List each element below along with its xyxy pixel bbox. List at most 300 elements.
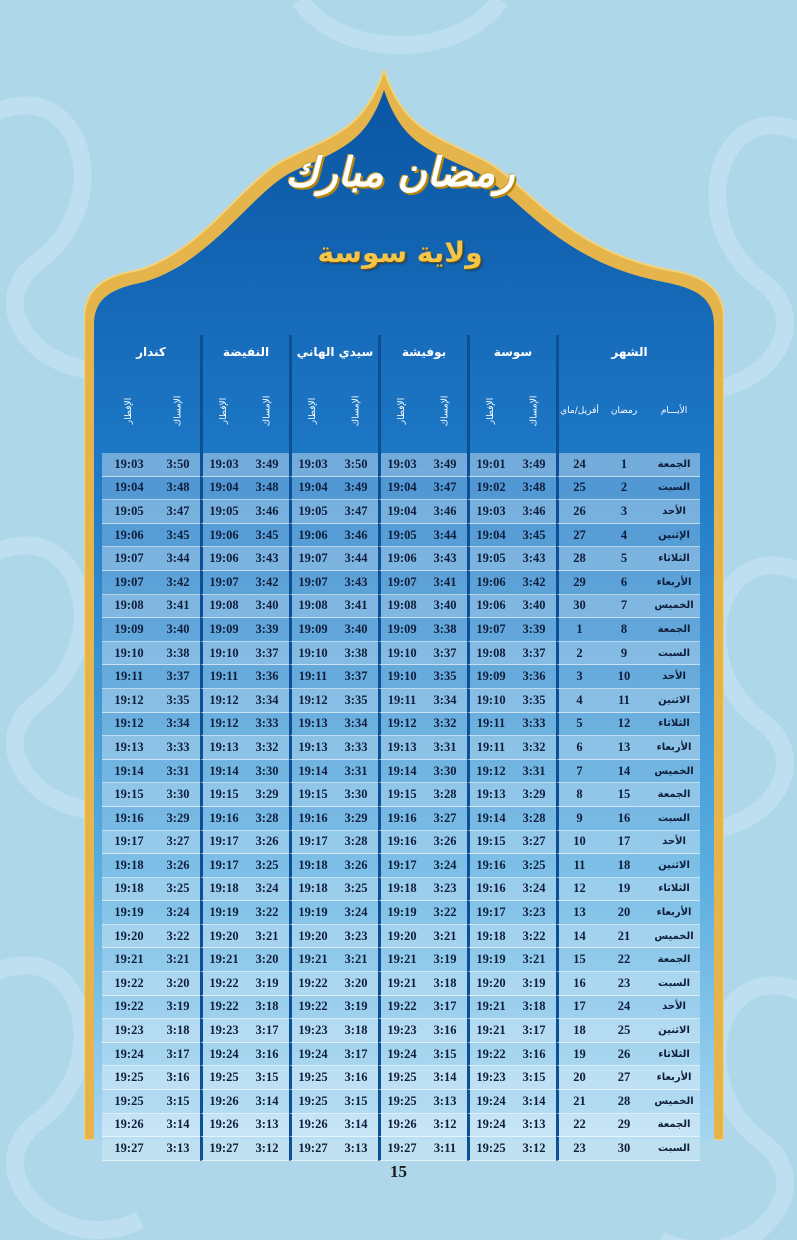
table-row bbox=[102, 1043, 700, 1067]
ramadan-day-cell: 11 bbox=[600, 689, 648, 713]
iftar-time-cell: 19:03 bbox=[467, 500, 512, 524]
imsak-time-cell: 3:14 bbox=[245, 1090, 289, 1114]
imsak-time-cell: 3:25 bbox=[245, 854, 289, 878]
day-cell: الجمعة bbox=[648, 618, 700, 642]
ramadan-day-cell: 6 bbox=[600, 571, 648, 595]
imsak-time-cell: 3:41 bbox=[334, 595, 378, 619]
imsak-time-cell: 3:25 bbox=[334, 878, 378, 902]
ramadan-day-cell: 28 bbox=[600, 1090, 648, 1114]
iftar-time-cell: 19:03 bbox=[289, 453, 334, 477]
gregorian-day-cell: 22 bbox=[556, 1114, 600, 1138]
iftar-time-cell: 19:04 bbox=[102, 477, 156, 501]
imsak-time-cell: 3:18 bbox=[245, 996, 289, 1020]
iftar-time-cell: 19:05 bbox=[102, 500, 156, 524]
iftar-time-cell: 19:11 bbox=[467, 736, 512, 760]
iftar-time-cell: 19:18 bbox=[102, 854, 156, 878]
imsak-time-cell: 3:26 bbox=[423, 831, 467, 855]
ramadan-day-cell: 20 bbox=[600, 901, 648, 925]
day-cell: السبت bbox=[648, 807, 700, 831]
imsak-time-cell: 3:40 bbox=[423, 595, 467, 619]
page-number: 15 bbox=[390, 1162, 407, 1181]
imsak-time-cell: 3:13 bbox=[512, 1114, 556, 1138]
imsak-time-cell: 3:27 bbox=[512, 831, 556, 855]
gregorian-day-cell: 29 bbox=[556, 571, 600, 595]
imsak-time-cell: 3:15 bbox=[156, 1090, 200, 1114]
imsak-time-cell: 3:43 bbox=[245, 547, 289, 571]
iftar-time-cell: 19:26 bbox=[200, 1090, 245, 1114]
imsak-time-cell: 3:16 bbox=[245, 1043, 289, 1067]
imsak-time-cell: 3:34 bbox=[334, 713, 378, 737]
iftar-time-cell: 19:25 bbox=[378, 1066, 423, 1090]
gregorian-day-cell: 2 bbox=[556, 642, 600, 666]
iftar-time-cell: 19:08 bbox=[289, 595, 334, 619]
iftar-time-cell: 19:05 bbox=[378, 524, 423, 548]
imsak-time-cell: 3:18 bbox=[334, 1019, 378, 1043]
iftar-time-cell: 19:20 bbox=[102, 925, 156, 949]
ramadan-day-cell: 23 bbox=[600, 972, 648, 996]
day-cell: الأحد bbox=[648, 996, 700, 1020]
imsak-time-cell: 3:18 bbox=[512, 996, 556, 1020]
gregorian-day-cell: 17 bbox=[556, 996, 600, 1020]
iftar-time-cell: 19:07 bbox=[102, 547, 156, 571]
imsak-time-cell: 3:17 bbox=[512, 1019, 556, 1043]
imsak-time-cell: 3:30 bbox=[156, 783, 200, 807]
iftar-time-cell: 19:27 bbox=[200, 1137, 245, 1161]
gregorian-day-cell: 24 bbox=[556, 453, 600, 477]
day-cell: الثلاثاء bbox=[648, 713, 700, 737]
imsak-time-cell: 3:37 bbox=[245, 642, 289, 666]
table-row bbox=[102, 642, 700, 666]
imsak-time-cell: 3:32 bbox=[423, 713, 467, 737]
imsak-time-cell: 3:24 bbox=[512, 878, 556, 902]
ramadan-day-cell: 26 bbox=[600, 1043, 648, 1067]
iftar-time-cell: 19:04 bbox=[378, 500, 423, 524]
imsak-time-cell: 3:16 bbox=[423, 1019, 467, 1043]
imsak-time-cell: 3:28 bbox=[423, 783, 467, 807]
imsak-time-cell: 3:31 bbox=[423, 736, 467, 760]
iftar-time-cell: 19:25 bbox=[289, 1090, 334, 1114]
iftar-time-cell: 19:10 bbox=[378, 665, 423, 689]
imsak-time-cell: 3:43 bbox=[512, 547, 556, 571]
imsak-time-cell: 3:45 bbox=[245, 524, 289, 548]
imsak-time-cell: 3:17 bbox=[156, 1043, 200, 1067]
day-cell: السبت bbox=[648, 972, 700, 996]
iftar-time-cell: 19:24 bbox=[467, 1090, 512, 1114]
table-row bbox=[102, 453, 700, 477]
imsak-time-cell: 3:50 bbox=[156, 453, 200, 477]
iftar-time-cell: 19:12 bbox=[467, 760, 512, 784]
imsak-time-cell: 3:37 bbox=[512, 642, 556, 666]
iftar-time-cell: 19:20 bbox=[289, 925, 334, 949]
imsak-time-cell: 3:21 bbox=[156, 948, 200, 972]
imsak-time-cell: 3:49 bbox=[512, 453, 556, 477]
gregorian-day-cell: 14 bbox=[556, 925, 600, 949]
iftar-time-cell: 19:27 bbox=[378, 1137, 423, 1161]
gregorian-day-cell: 4 bbox=[556, 689, 600, 713]
iftar-time-cell: 19:25 bbox=[467, 1137, 512, 1161]
day-cell: الاثنين bbox=[648, 689, 700, 713]
iftar-time-cell: 19:21 bbox=[378, 948, 423, 972]
iftar-time-cell: 19:11 bbox=[102, 665, 156, 689]
day-cell: الجمعة bbox=[648, 453, 700, 477]
table-row bbox=[102, 500, 700, 524]
iftar-time-cell: 19:21 bbox=[200, 948, 245, 972]
ramadan-day-cell: 21 bbox=[600, 925, 648, 949]
gregorian-header: أفريل/ماي bbox=[556, 369, 600, 453]
iftar-time-cell: 19:13 bbox=[289, 713, 334, 737]
iftar-time-cell: 19:12 bbox=[289, 689, 334, 713]
day-cell: السبت bbox=[648, 477, 700, 501]
iftar-time-cell: 19:15 bbox=[200, 783, 245, 807]
table-row bbox=[102, 571, 700, 595]
iftar-time-cell: 19:22 bbox=[200, 972, 245, 996]
iftar-time-cell: 19:07 bbox=[289, 547, 334, 571]
day-cell: الأحد bbox=[648, 500, 700, 524]
city-header: سيدي الهاني bbox=[289, 335, 378, 369]
iftar-time-cell: 19:12 bbox=[378, 713, 423, 737]
ramadan-day-cell: 19 bbox=[600, 878, 648, 902]
imsak-time-cell: 3:20 bbox=[156, 972, 200, 996]
gregorian-day-cell: 10 bbox=[556, 831, 600, 855]
imsak-time-cell: 3:22 bbox=[512, 925, 556, 949]
ramadan-day-cell: 24 bbox=[600, 996, 648, 1020]
day-cell: الأحد bbox=[648, 665, 700, 689]
iftar-time-cell: 19:18 bbox=[378, 878, 423, 902]
iftar-time-cell: 19:19 bbox=[289, 901, 334, 925]
imsak-time-cell: 3:49 bbox=[245, 453, 289, 477]
imsak-time-cell: 3:32 bbox=[245, 736, 289, 760]
gregorian-day-cell: 6 bbox=[556, 736, 600, 760]
imsak-time-cell: 3:25 bbox=[156, 878, 200, 902]
imsak-header: الإمساك bbox=[440, 395, 450, 427]
gregorian-day-cell: 15 bbox=[556, 948, 600, 972]
imsak-time-cell: 3:29 bbox=[334, 807, 378, 831]
imsak-time-cell: 3:16 bbox=[334, 1066, 378, 1090]
table-row bbox=[102, 1090, 700, 1114]
days-header: الأيـــام bbox=[660, 406, 688, 416]
day-cell: الأربعاء bbox=[648, 736, 700, 760]
ramadan-day-cell: 27 bbox=[600, 1066, 648, 1090]
iftar-time-cell: 19:22 bbox=[467, 1043, 512, 1067]
iftar-time-cell: 19:22 bbox=[102, 996, 156, 1020]
iftar-time-cell: 19:27 bbox=[289, 1137, 334, 1161]
ramadan-day-cell: 22 bbox=[600, 948, 648, 972]
day-cell: الجمعة bbox=[648, 1114, 700, 1138]
imsak-time-cell: 3:23 bbox=[334, 925, 378, 949]
imsak-time-cell: 3:17 bbox=[334, 1043, 378, 1067]
ramadan-day-cell: 5 bbox=[600, 547, 648, 571]
iftar-time-cell: 19:09 bbox=[289, 618, 334, 642]
imsak-time-cell: 3:13 bbox=[334, 1137, 378, 1161]
gregorian-day-cell: 19 bbox=[556, 1043, 600, 1067]
imsak-time-cell: 3:42 bbox=[512, 571, 556, 595]
table-row bbox=[102, 901, 700, 925]
iftar-time-cell: 19:24 bbox=[200, 1043, 245, 1067]
imsak-time-cell: 3:14 bbox=[512, 1090, 556, 1114]
iftar-time-cell: 19:13 bbox=[200, 736, 245, 760]
iftar-time-cell: 19:19 bbox=[102, 901, 156, 925]
imsak-time-cell: 3:18 bbox=[423, 972, 467, 996]
iftar-header: الإفطار bbox=[467, 369, 512, 453]
iftar-header: الإفطار bbox=[200, 369, 245, 453]
day-cell: الأحد bbox=[648, 831, 700, 855]
iftar-time-cell: 19:06 bbox=[378, 547, 423, 571]
iftar-time-cell: 19:09 bbox=[378, 618, 423, 642]
iftar-time-cell: 19:21 bbox=[467, 996, 512, 1020]
imsak-time-cell: 3:33 bbox=[245, 713, 289, 737]
iftar-time-cell: 19:14 bbox=[289, 760, 334, 784]
imsak-time-cell: 3:50 bbox=[334, 453, 378, 477]
iftar-time-cell: 19:06 bbox=[467, 595, 512, 619]
iftar-time-cell: 19:23 bbox=[467, 1066, 512, 1090]
iftar-time-cell: 19:25 bbox=[289, 1066, 334, 1090]
day-cell: الخميس bbox=[648, 1090, 700, 1114]
table-row bbox=[102, 878, 700, 902]
iftar-time-cell: 19:15 bbox=[102, 783, 156, 807]
iftar-time-cell: 19:10 bbox=[467, 689, 512, 713]
iftar-time-cell: 19:16 bbox=[200, 807, 245, 831]
imsak-time-cell: 3:21 bbox=[334, 948, 378, 972]
table-row bbox=[102, 807, 700, 831]
day-cell: الخميس bbox=[648, 595, 700, 619]
iftar-time-cell: 19:07 bbox=[200, 571, 245, 595]
imsak-time-cell: 3:39 bbox=[245, 618, 289, 642]
imsak-time-cell: 3:20 bbox=[334, 972, 378, 996]
imsak-time-cell: 3:13 bbox=[156, 1137, 200, 1161]
iftar-time-cell: 19:23 bbox=[102, 1019, 156, 1043]
imsak-time-cell: 3:20 bbox=[245, 948, 289, 972]
iftar-time-cell: 19:11 bbox=[467, 713, 512, 737]
iftar-time-cell: 19:19 bbox=[378, 901, 423, 925]
imsak-time-cell: 3:37 bbox=[423, 642, 467, 666]
iftar-time-cell: 19:19 bbox=[200, 901, 245, 925]
iftar-time-cell: 19:04 bbox=[200, 477, 245, 501]
table-row bbox=[102, 972, 700, 996]
iftar-time-cell: 19:07 bbox=[102, 571, 156, 595]
iftar-time-cell: 19:22 bbox=[200, 996, 245, 1020]
table-row bbox=[102, 595, 700, 619]
imsak-time-cell: 3:28 bbox=[245, 807, 289, 831]
iftar-time-cell: 19:12 bbox=[200, 713, 245, 737]
imsak-time-cell: 3:43 bbox=[334, 571, 378, 595]
day-cell: السبت bbox=[648, 642, 700, 666]
iftar-time-cell: 19:24 bbox=[289, 1043, 334, 1067]
imsak-time-cell: 3:25 bbox=[512, 854, 556, 878]
iftar-time-cell: 19:09 bbox=[200, 618, 245, 642]
table-row bbox=[102, 783, 700, 807]
table-row bbox=[102, 689, 700, 713]
imsak-time-cell: 3:33 bbox=[512, 713, 556, 737]
ramadan-day-cell: 25 bbox=[600, 1019, 648, 1043]
table-row bbox=[102, 1137, 700, 1161]
iftar-time-cell: 19:13 bbox=[289, 736, 334, 760]
gregorian-day-cell: 8 bbox=[556, 783, 600, 807]
imsak-time-cell: 3:40 bbox=[156, 618, 200, 642]
iftar-time-cell: 19:25 bbox=[102, 1090, 156, 1114]
imsak-time-cell: 3:23 bbox=[423, 878, 467, 902]
imsak-time-cell: 3:46 bbox=[512, 500, 556, 524]
imsak-header: الإمساك bbox=[173, 395, 183, 427]
iftar-time-cell: 19:16 bbox=[102, 807, 156, 831]
imsak-time-cell: 3:27 bbox=[156, 831, 200, 855]
table-row bbox=[102, 618, 700, 642]
table-row bbox=[102, 736, 700, 760]
ramadan-day-cell: 2 bbox=[600, 477, 648, 501]
table-row bbox=[102, 948, 700, 972]
day-cell: الأربعاء bbox=[648, 901, 700, 925]
iftar-time-cell: 19:21 bbox=[378, 972, 423, 996]
imsak-time-cell: 3:13 bbox=[423, 1090, 467, 1114]
iftar-time-cell: 19:05 bbox=[289, 500, 334, 524]
iftar-time-cell: 19:14 bbox=[378, 760, 423, 784]
iftar-time-cell: 19:09 bbox=[102, 618, 156, 642]
imsak-time-cell: 3:39 bbox=[512, 618, 556, 642]
imsak-time-cell: 3:46 bbox=[334, 524, 378, 548]
imsak-time-cell: 3:15 bbox=[423, 1043, 467, 1067]
iftar-time-cell: 19:08 bbox=[467, 642, 512, 666]
iftar-header: الإفطار bbox=[289, 369, 334, 453]
iftar-time-cell: 19:06 bbox=[289, 524, 334, 548]
iftar-time-cell: 19:08 bbox=[378, 595, 423, 619]
iftar-time-cell: 19:03 bbox=[102, 453, 156, 477]
imsak-time-cell: 3:19 bbox=[245, 972, 289, 996]
day-cell: الأربعاء bbox=[648, 1066, 700, 1090]
iftar-time-cell: 19:14 bbox=[102, 760, 156, 784]
imsak-time-cell: 3:34 bbox=[423, 689, 467, 713]
prayer-schedule-table bbox=[102, 335, 700, 1161]
iftar-time-cell: 19:16 bbox=[467, 878, 512, 902]
imsak-time-cell: 3:14 bbox=[423, 1066, 467, 1090]
iftar-time-cell: 19:22 bbox=[289, 996, 334, 1020]
imsak-time-cell: 3:49 bbox=[334, 477, 378, 501]
table-row bbox=[102, 713, 700, 737]
ramadan-day-cell: 7 bbox=[600, 595, 648, 619]
imsak-time-cell: 3:15 bbox=[512, 1066, 556, 1090]
gregorian-day-cell: 3 bbox=[556, 665, 600, 689]
city-header: بوفيشة bbox=[378, 335, 467, 369]
imsak-time-cell: 3:29 bbox=[245, 783, 289, 807]
iftar-time-cell: 19:05 bbox=[467, 547, 512, 571]
iftar-time-cell: 19:13 bbox=[378, 736, 423, 760]
imsak-time-cell: 3:37 bbox=[156, 665, 200, 689]
iftar-time-cell: 19:24 bbox=[378, 1043, 423, 1067]
iftar-time-cell: 19:26 bbox=[200, 1114, 245, 1138]
iftar-time-cell: 19:26 bbox=[378, 1114, 423, 1138]
iftar-time-cell: 19:25 bbox=[378, 1090, 423, 1114]
imsak-time-cell: 3:47 bbox=[334, 500, 378, 524]
ramadan-day-cell: 12 bbox=[600, 713, 648, 737]
imsak-time-cell: 3:21 bbox=[423, 925, 467, 949]
day-cell: الإثنين bbox=[648, 524, 700, 548]
imsak-time-cell: 3:43 bbox=[423, 547, 467, 571]
iftar-time-cell: 19:20 bbox=[200, 925, 245, 949]
iftar-time-cell: 19:14 bbox=[467, 807, 512, 831]
imsak-time-cell: 3:11 bbox=[423, 1137, 467, 1161]
iftar-time-cell: 19:08 bbox=[102, 595, 156, 619]
imsak-time-cell: 3:24 bbox=[423, 854, 467, 878]
imsak-time-cell: 3:22 bbox=[245, 901, 289, 925]
imsak-time-cell: 3:37 bbox=[334, 665, 378, 689]
imsak-time-cell: 3:22 bbox=[156, 925, 200, 949]
imsak-time-cell: 3:19 bbox=[512, 972, 556, 996]
iftar-time-cell: 19:22 bbox=[378, 996, 423, 1020]
iftar-time-cell: 19:07 bbox=[289, 571, 334, 595]
imsak-time-cell: 3:31 bbox=[334, 760, 378, 784]
gregorian-day-cell: 13 bbox=[556, 901, 600, 925]
iftar-time-cell: 19:08 bbox=[200, 595, 245, 619]
month-header: الشهر bbox=[556, 335, 700, 369]
iftar-time-cell: 19:21 bbox=[102, 948, 156, 972]
imsak-time-cell: 3:26 bbox=[245, 831, 289, 855]
iftar-time-cell: 19:20 bbox=[467, 972, 512, 996]
iftar-time-cell: 19:18 bbox=[200, 878, 245, 902]
imsak-time-cell: 3:15 bbox=[334, 1090, 378, 1114]
imsak-time-cell: 3:19 bbox=[423, 948, 467, 972]
imsak-time-cell: 3:21 bbox=[512, 948, 556, 972]
imsak-time-cell: 3:33 bbox=[334, 736, 378, 760]
imsak-time-cell: 3:36 bbox=[512, 665, 556, 689]
iftar-time-cell: 19:18 bbox=[102, 878, 156, 902]
iftar-time-cell: 19:04 bbox=[289, 477, 334, 501]
imsak-time-cell: 3:26 bbox=[156, 854, 200, 878]
ramadan-day-cell: 10 bbox=[600, 665, 648, 689]
iftar-time-cell: 19:07 bbox=[467, 618, 512, 642]
ramadan-day-cell: 13 bbox=[600, 736, 648, 760]
iftar-time-cell: 19:17 bbox=[378, 854, 423, 878]
iftar-time-cell: 19:09 bbox=[467, 665, 512, 689]
iftar-time-cell: 19:15 bbox=[378, 783, 423, 807]
iftar-time-cell: 19:03 bbox=[200, 453, 245, 477]
imsak-time-cell: 3:29 bbox=[512, 783, 556, 807]
iftar-time-cell: 19:17 bbox=[102, 831, 156, 855]
table-row bbox=[102, 760, 700, 784]
iftar-time-cell: 19:21 bbox=[467, 1019, 512, 1043]
iftar-time-cell: 19:23 bbox=[378, 1019, 423, 1043]
ramadan-day-cell: 9 bbox=[600, 642, 648, 666]
iftar-time-cell: 19:16 bbox=[378, 807, 423, 831]
iftar-time-cell: 19:06 bbox=[200, 547, 245, 571]
day-cell: الخميس bbox=[648, 760, 700, 784]
imsak-time-cell: 3:47 bbox=[156, 500, 200, 524]
imsak-header: الإمساك bbox=[262, 395, 272, 427]
imsak-time-cell: 3:44 bbox=[334, 547, 378, 571]
iftar-header: الإفطار bbox=[123, 397, 134, 425]
iftar-time-cell: 19:24 bbox=[102, 1043, 156, 1067]
imsak-time-cell: 3:44 bbox=[156, 547, 200, 571]
imsak-time-cell: 3:16 bbox=[512, 1043, 556, 1067]
imsak-time-cell: 3:21 bbox=[245, 925, 289, 949]
iftar-time-cell: 19:06 bbox=[200, 524, 245, 548]
iftar-time-cell: 19:16 bbox=[467, 854, 512, 878]
imsak-time-cell: 3:46 bbox=[245, 500, 289, 524]
iftar-time-cell: 19:23 bbox=[289, 1019, 334, 1043]
ramadan-day-cell: 30 bbox=[600, 1137, 648, 1161]
ramadan-day-cell: 29 bbox=[600, 1114, 648, 1138]
day-cell: الاثنين bbox=[648, 854, 700, 878]
imsak-header: الإمساك bbox=[351, 395, 361, 427]
imsak-time-cell: 3:15 bbox=[245, 1066, 289, 1090]
iftar-time-cell: 19:23 bbox=[200, 1019, 245, 1043]
imsak-time-cell: 3:41 bbox=[156, 595, 200, 619]
gregorian-day-cell: 26 bbox=[556, 500, 600, 524]
imsak-time-cell: 3:30 bbox=[334, 783, 378, 807]
ramadan-day-cell: 16 bbox=[600, 807, 648, 831]
iftar-time-cell: 19:04 bbox=[378, 477, 423, 501]
imsak-time-cell: 3:32 bbox=[512, 736, 556, 760]
iftar-time-cell: 19:02 bbox=[467, 477, 512, 501]
imsak-time-cell: 3:19 bbox=[156, 996, 200, 1020]
imsak-time-cell: 3:30 bbox=[245, 760, 289, 784]
